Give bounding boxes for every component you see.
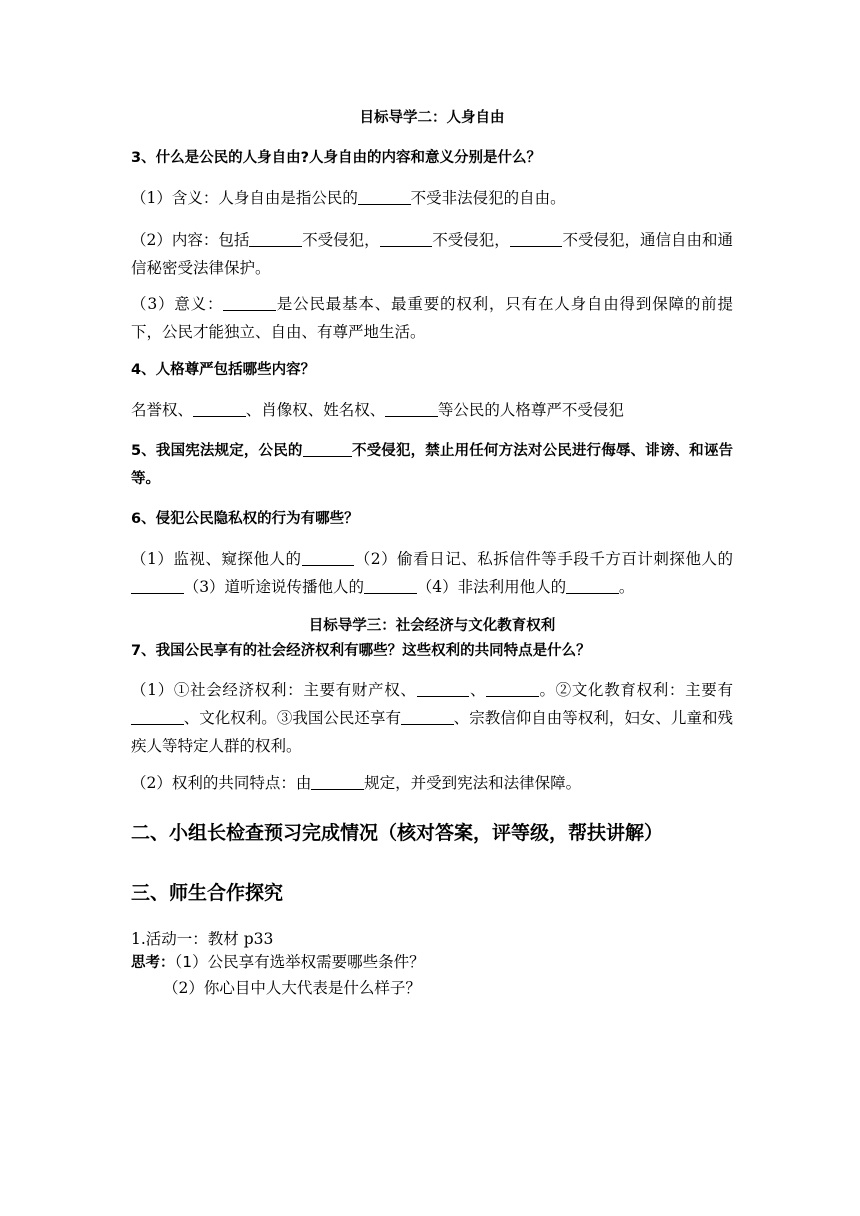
answer-blank[interactable]	[302, 549, 355, 566]
answer-blank[interactable]	[303, 441, 352, 457]
answer-blank[interactable]	[131, 577, 184, 594]
answer-blank[interactable]	[193, 400, 246, 417]
answer-blank[interactable]	[311, 773, 364, 790]
answer-blank[interactable]	[223, 294, 276, 311]
answer-blank[interactable]	[385, 400, 438, 417]
q3-content: （2）内容：包括 不受侵犯， 不受侵犯， 不受侵犯，通信自由和通信秘密受法律保护。	[131, 231, 733, 277]
question-4: 4、人格尊严包括哪些内容？	[131, 362, 316, 378]
heading-2: 二、小组长检查预习完成情况（核对答案，评等级，帮扶讲解）	[131, 822, 664, 844]
q7-rights: （1）①社会经济权利：主要有财产权、 、 。②文化教育权利：主要有、文化权利。③我国公民还享有 、宗教信仰自由等权利，妇女、儿童和残疾人等特定人群的权利。	[131, 681, 733, 755]
heading-3: 三、师生合作探究	[131, 882, 284, 904]
q6-answer: （1）监视、窥探他人的 （2）偷看日记、私拆信件等手段千方百计刺探他人的（3）道听途说传播他人的 （4）非法利用他人的 。	[131, 550, 733, 596]
question-7: 7、我国公民享有的社会经济权利有哪些？这些权利的共同特点是什么？	[131, 643, 591, 659]
activity-line: 1.活动一：教材 p33	[131, 930, 274, 948]
answer-blank[interactable]	[566, 577, 619, 594]
think-line-2: （2）你心目中人大代表是什么样子？	[163, 979, 421, 997]
q3-significance: （3）意义： 是公民最基本、最重要的权利，只有在人身自由得到保障的前提下，公民才能独立、自由、有尊严地生活。	[131, 295, 733, 341]
question-5: 5、我国宪法规定，公民的 不受侵犯，禁止用任何方法对公民进行侮辱、诽谤、和诬告等。	[131, 443, 734, 487]
think-label: 思考：	[131, 955, 175, 971]
section-title-2: 目标导学二：人身自由	[359, 110, 505, 126]
answer-blank[interactable]	[401, 708, 454, 725]
q3-meaning: （1）含义：人身自由是指公民的 不受非法侵犯的自由。	[131, 189, 566, 207]
answer-blank[interactable]	[131, 708, 184, 725]
answer-blank[interactable]	[510, 230, 563, 247]
q4-answer: 名誉权、 、肖像权、姓名权、 等公民的人格尊严不受侵犯	[131, 401, 624, 419]
question-3: 3、什么是公民的人身自由?人身自由的内容和意义分别是什么？	[131, 150, 541, 166]
answer-blank[interactable]	[380, 230, 433, 247]
answer-blank[interactable]	[249, 230, 302, 247]
answer-blank[interactable]	[486, 680, 539, 697]
answer-blank[interactable]	[364, 577, 417, 594]
answer-blank[interactable]	[358, 188, 411, 205]
answer-blank[interactable]	[417, 680, 470, 697]
question-6: 6、侵犯公民隐私权的行为有哪些？	[131, 511, 359, 527]
think-line-1: 思考：（1）公民享有选举权需要哪些条件？	[131, 953, 425, 971]
section-title-3: 目标导学三：社会经济与文化教育权利	[308, 618, 556, 634]
q7-common-feature: （2）权利的共同特点：由 规定，并受到宪法和法律保障。	[131, 774, 582, 792]
